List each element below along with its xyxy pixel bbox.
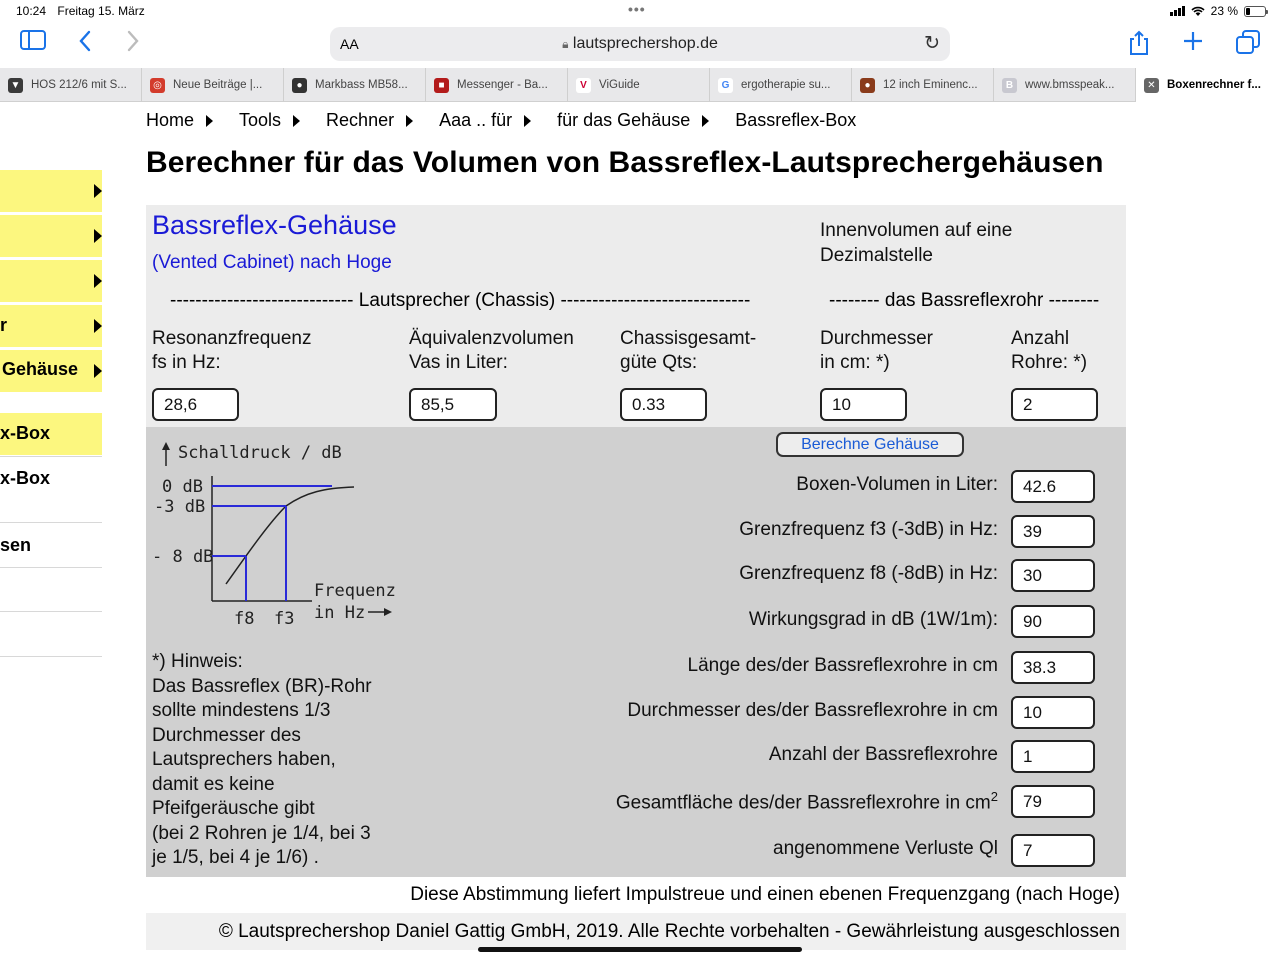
level-0db-label: 0 dB	[162, 477, 203, 497]
tab-favicon-icon: G	[718, 78, 733, 93]
tuning-note: Diese Abstimmung liefert Impulstreue und einen ebenen Frequenzgang (nach Hoge)	[146, 877, 1126, 913]
expand-arrow-icon	[94, 364, 102, 378]
f8-label: f8	[234, 609, 255, 629]
tab-label: 12 inch Eminenc...	[883, 79, 978, 91]
reload-icon[interactable]: ↻	[924, 33, 940, 54]
sidebar-item-box[interactable]: x-Box	[0, 468, 51, 488]
result-label: Durchmesser des/der Bassreflexrohre in cm	[627, 700, 998, 721]
calculator-subtitle: (Vented Cabinet) nach Hoge	[152, 252, 392, 273]
input-label-diameter: Durchmesser in cm: *)	[820, 328, 933, 373]
sidebar-item-sen[interactable]: sen	[0, 535, 32, 555]
sidebar-item-label: x-Box	[0, 423, 51, 443]
volume-note: Innenvolumen auf eine	[820, 220, 1013, 241]
section-port-heading: -------- das Bassreflexrohr --------	[829, 290, 1100, 311]
tab-label: ViGuide	[599, 79, 640, 91]
divider	[0, 522, 102, 523]
hint-line: Lautsprechers haben,	[152, 749, 336, 770]
sidebar-toggle-icon[interactable]	[20, 30, 46, 56]
frequency-response-diagram	[150, 436, 400, 632]
hint-text	[152, 650, 372, 871]
status-time: 10:24	[16, 4, 47, 18]
result-label: Wirkungsgrad in dB (1W/1m):	[748, 609, 998, 630]
tab-favicon-icon: ▼	[8, 78, 23, 93]
browser-tab[interactable]	[1136, 68, 1280, 102]
breadcrumb-label: Aaa .. für	[439, 110, 513, 130]
breadcrumb-item[interactable]	[735, 110, 856, 131]
tab-favicon-icon: ◎	[150, 78, 165, 93]
breadcrumb-label: für das Gehäuse	[557, 110, 691, 130]
f3-label: f3	[274, 609, 295, 629]
result-value-field[interactable]: 38.3	[1011, 651, 1095, 684]
forward-icon[interactable]	[126, 30, 140, 58]
result-label: Grenzfrequenz f3 (-3dB) in Hz:	[739, 519, 998, 540]
x-axis-arrowhead	[384, 608, 392, 616]
wifi-icon	[1191, 6, 1205, 17]
input-label-tube-count: Anzahl Rohre: *)	[1011, 328, 1088, 373]
tab-label: Neue Beiträge |...	[173, 79, 263, 91]
tab-bar	[0, 68, 1280, 102]
result-label: Boxen-Volumen in Liter:	[796, 474, 998, 495]
breadcrumb-item[interactable]	[146, 110, 239, 131]
cellular-signal-icon	[1170, 6, 1185, 16]
share-icon[interactable]	[1128, 30, 1150, 62]
breadcrumb-separator-icon	[702, 115, 709, 127]
sidebar-item[interactable]	[0, 170, 102, 212]
breadcrumb-item[interactable]	[239, 110, 326, 131]
hint-line: sollte mindestens 1/3	[152, 700, 331, 721]
y-axis-label: Schalldruck / dB	[178, 443, 342, 463]
expand-arrow-icon	[94, 274, 102, 288]
expand-arrow-icon	[94, 229, 102, 243]
result-value-field[interactable]: 1	[1011, 740, 1095, 773]
input-label-fs: Resonanzfrequenz fs in Hz:	[152, 328, 312, 373]
result-value-field[interactable]: 10	[1011, 696, 1095, 729]
sidebar-item[interactable]	[0, 215, 102, 257]
result-value-field[interactable]: 79	[1011, 785, 1095, 818]
browser-tab[interactable]	[852, 68, 994, 102]
hint-line: Das Bassreflex (BR)-Rohr	[152, 675, 372, 697]
expand-arrow-icon	[94, 184, 102, 198]
input-label-vas: Äquivalenzvolumen Vas in Liter:	[409, 328, 574, 373]
browser-tab[interactable]	[284, 68, 426, 102]
sidebar-item[interactable]	[0, 305, 102, 347]
browser-tab[interactable]	[426, 68, 568, 102]
vas-input[interactable]: 85,5	[409, 388, 497, 421]
tab-favicon-icon: B	[1002, 78, 1017, 93]
status-bar	[0, 0, 1280, 22]
tab-label: ergotherapie su...	[741, 79, 831, 91]
battery-percent: 23 %	[1210, 4, 1238, 18]
browser-tab[interactable]	[710, 68, 852, 102]
back-icon[interactable]	[78, 30, 92, 58]
result-label: Grenzfrequenz f8 (-8dB) in Hz:	[739, 563, 998, 584]
tab-label: Messenger - Ba...	[457, 79, 548, 91]
breadcrumb	[146, 110, 856, 131]
x-axis-unit: in Hz	[314, 603, 366, 623]
breadcrumb-separator-icon	[293, 115, 300, 127]
result-value-field[interactable]: 39	[1011, 515, 1095, 548]
sidebar-item-bassreflex-box[interactable]	[0, 413, 102, 455]
sidebar-item[interactable]	[0, 260, 102, 302]
hint-line: Durchmesser des	[152, 724, 301, 746]
breadcrumb-separator-icon	[524, 115, 531, 127]
calculator-title: Bassreflex-Gehäuse	[152, 210, 397, 240]
browser-toolbar	[0, 22, 1280, 68]
result-value-field[interactable]: 42.6	[1011, 470, 1095, 503]
sidebar-item-gehaeuse[interactable]	[0, 350, 102, 392]
tab-favicon-icon: ●	[292, 78, 307, 93]
text-size-button[interactable]: AA	[340, 36, 359, 52]
address-bar[interactable]	[330, 27, 950, 61]
x-axis-label: Frequenz	[314, 581, 396, 601]
tab-label: HOS 212/6 mit S...	[31, 79, 127, 91]
hint-line: (bei 2 Rohren je 1/4, bei 3	[152, 822, 371, 844]
breadcrumb-separator-icon	[406, 115, 413, 127]
multitasking-dots-icon[interactable]: •••	[628, 1, 646, 17]
volume-note: Dezimalstelle	[820, 245, 933, 266]
breadcrumb-item[interactable]	[326, 110, 439, 131]
browser-tab[interactable]	[0, 68, 142, 102]
tab-label: Markbass MB58...	[315, 79, 408, 91]
tab-favicon-icon: ■	[434, 78, 449, 93]
hint-line: *) Hinweis:	[152, 651, 243, 672]
divider	[0, 611, 102, 612]
port-diameter-input[interactable]: 10	[820, 388, 907, 421]
tab-label: Boxenrechner f...	[1167, 79, 1261, 91]
breadcrumb-label: Bassreflex-Box	[735, 110, 857, 130]
result-label: angenommene Verluste Ql	[773, 838, 998, 859]
home-indicator[interactable]	[478, 947, 802, 952]
divider	[0, 567, 102, 568]
browser-tab[interactable]	[142, 68, 284, 102]
lock-icon: 🔒︎	[562, 37, 569, 51]
battery-icon	[1244, 6, 1266, 17]
result-value-field[interactable]: 7	[1011, 834, 1095, 867]
qts-input[interactable]: 0.33	[620, 388, 707, 421]
tube-count-input[interactable]: 2	[1011, 388, 1098, 421]
breadcrumb-item[interactable]	[439, 110, 557, 131]
sidebar-item-label: Gehäuse	[2, 359, 79, 379]
hint-line: je 1/5, bei 4 je 1/6) .	[152, 847, 319, 868]
y-axis-arrowhead	[162, 442, 170, 450]
section-speaker-heading: ----------------------------- Lautsprecher (Chassis) ------------------------------	[170, 290, 751, 311]
level-3db-label: -3 dB	[154, 497, 206, 517]
breadcrumb-label: Home	[146, 110, 195, 130]
hint-line: Pfeifgeräusche gibt	[152, 798, 315, 819]
tab-label: www.bmsspeak...	[1025, 79, 1115, 91]
divider	[0, 656, 102, 657]
result-value-field[interactable]: 90	[1011, 605, 1095, 638]
calculate-button[interactable]: Berechne Gehäuse	[776, 432, 964, 457]
result-label: Länge des/der Bassreflexrohre in cm	[687, 655, 998, 676]
tab-favicon-icon: V	[576, 78, 591, 93]
level-8db-label: - 8 dB	[152, 547, 214, 567]
fs-input[interactable]: 28,6	[152, 388, 239, 421]
result-label: Anzahl der Bassreflexrohre	[768, 744, 998, 765]
tab-overview-icon[interactable]	[1236, 30, 1260, 60]
browser-tab[interactable]	[994, 68, 1136, 102]
tab-favicon-icon: ●	[860, 78, 875, 93]
sidebar-item-label: r	[0, 315, 8, 335]
expand-arrow-icon	[94, 319, 102, 333]
result-value-field[interactable]: 30	[1011, 559, 1095, 592]
hint-line: damit es keine	[152, 773, 275, 795]
breadcrumb-label: Tools	[239, 110, 282, 130]
page-title: Berechner für das Volumen von Bassreflex-Lautsprechergehäusen	[146, 146, 1104, 179]
result-label: Gesamtfläche des/der Bassreflexrohre in $cm^2$	[615, 789, 998, 814]
copyright: © Lautsprechershop Daniel Gattig GmbH, 2019. Alle Rechte vorbehalten - Gewährleistung ausgeschlossen	[146, 913, 1126, 950]
breadcrumb-label: Rechner	[326, 110, 395, 130]
tab-favicon-icon: ✕	[1144, 78, 1159, 93]
url-text: lautsprechershop.de	[572, 35, 718, 52]
browser-tab[interactable]	[568, 68, 710, 102]
breadcrumb-separator-icon	[206, 115, 213, 127]
breadcrumb-item[interactable]	[557, 110, 735, 131]
new-tab-icon[interactable]	[1182, 30, 1204, 58]
input-label-qts: Chassisgesamt- güte Qts:	[620, 328, 757, 373]
status-date: Freitag 15. März	[57, 4, 145, 18]
divider	[0, 456, 102, 457]
